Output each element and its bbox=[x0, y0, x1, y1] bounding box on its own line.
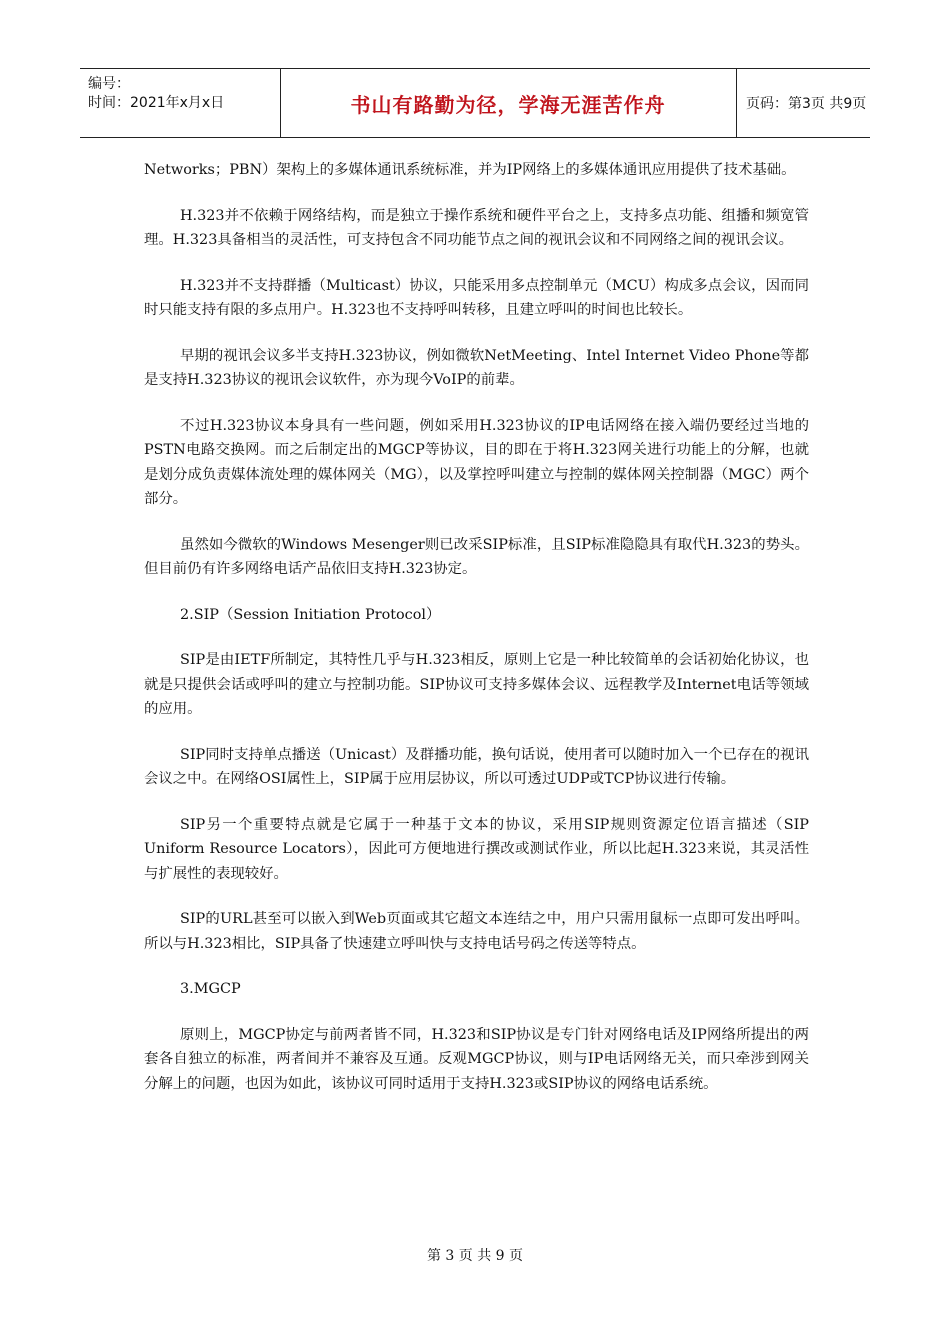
header-motto: 书山有路勤为径，学海无涯苦作舟 bbox=[280, 69, 737, 137]
paragraph: SIP同时支持单点播送（Unicast）及群播功能，换句话说，使用者可以随时加入一个已存在的视讯会议之中。在网络OSI属性上，SIP属于应用层协议，所以可透过UDP或TCP协议进行传输。 bbox=[144, 746, 809, 787]
paragraph: H.323并不依赖于网络结构，而是独立于操作系统和硬件平台之上，支持多点功能、组播和频宽管理。H.323具备相当的灵活性，可支持包含不同功能节点之间的视讯会议和不同网络之间的视讯会议。 bbox=[144, 207, 809, 248]
page-footer: 第 3 页 共 9 页 bbox=[426, 1248, 524, 1264]
paragraph: 早期的视讯会议多半支持H.323协议，例如微软NetMeeting、Intel Internet Video Phone等都是支持H.323协议的视讯会议软件，亦为现今VoIP的前辈。 bbox=[144, 347, 809, 388]
section-heading-sip: 2.SIP（Session Initiation Protocol） bbox=[180, 606, 441, 623]
paragraph: SIP的URL甚至可以嵌入到Web页面或其它超文本连结之中，用户只需用鼠标一点即可发出呼叫。所以与H.323相比，SIP具备了快速建立呼叫快与支持电话号码之传送等特点。 bbox=[144, 911, 809, 952]
header-meta bbox=[80, 69, 281, 137]
paragraph: SIP是由IETF所制定，其特性几乎与H.323相反，原则上它是一种比较简单的会话初始化协议，也就是只提供会话或呼叫的建立与控制功能。SIP协议可支持多媒体会议、远程教学及Internet电话等领域的应用。 bbox=[144, 652, 809, 717]
document-date: 时间：2021年x月x日 bbox=[88, 95, 225, 111]
page-header bbox=[80, 68, 870, 138]
document-body bbox=[144, 158, 809, 1117]
paragraph: Networks；PBN）架构上的多媒体通讯系统标准，并为IP网络上的多媒体通讯应用提供了技术基础。 bbox=[144, 162, 796, 178]
paragraph: 不过H.323协议本身具有一些问题，例如采用H.323协议的IP电话网络在接入端仍要经过当地的PSTN电路交换网。而之后制定出的MGCP等协议，目的即在于将H.323网关进行功能上的分解，也就是划分成负责媒体流处理的媒体网关（MG），以及掌控呼叫建立与控制的媒体网关控制器（MGC）两个部分。 bbox=[144, 417, 809, 507]
paragraph: 虽然如今微软的Windows Mesenger则已改采SIP标准，且SIP标准隐隐具有取代H.323的势头。但目前仍有许多网络电话产品依旧支持H.323协定。 bbox=[144, 536, 809, 577]
paragraph: 原则上，MGCP协定与前两者皆不同，H.323和SIP协议是专门针对网络电话及IP网络所提出的两套各自独立的标准，两者间并不兼容及互通。反观MGCP协议，则与IP电话网络无关，而只牵涉到网关分解上的问题，也因为如此，该协议可同时适用于支持H.323或SIP协议的网络电话系统。 bbox=[144, 1026, 809, 1092]
header-page-info: 页码：第3页 共9页 bbox=[746, 96, 867, 112]
paragraph: H.323并不支持群播（Multicast）协议，只能采用多点控制单元（MCU）构成多点会议，因而同时只能支持有限的多点用户。H.323也不支持呼叫转移，且建立呼叫的时间也比较长。 bbox=[144, 277, 809, 318]
document-number-label: 编号： bbox=[88, 76, 130, 92]
section-heading-mgcp: 3.MGCP bbox=[180, 981, 241, 997]
paragraph: SIP另一个重要特点就是它属于一种基于文本的协议，采用SIP规则资源定位语言描述（SIP Uniform Resource Locators），因此可方便地进行撰改或测试作业，所以比起H.323来说，其灵活性与扩展性的表现较好。 bbox=[144, 816, 809, 882]
